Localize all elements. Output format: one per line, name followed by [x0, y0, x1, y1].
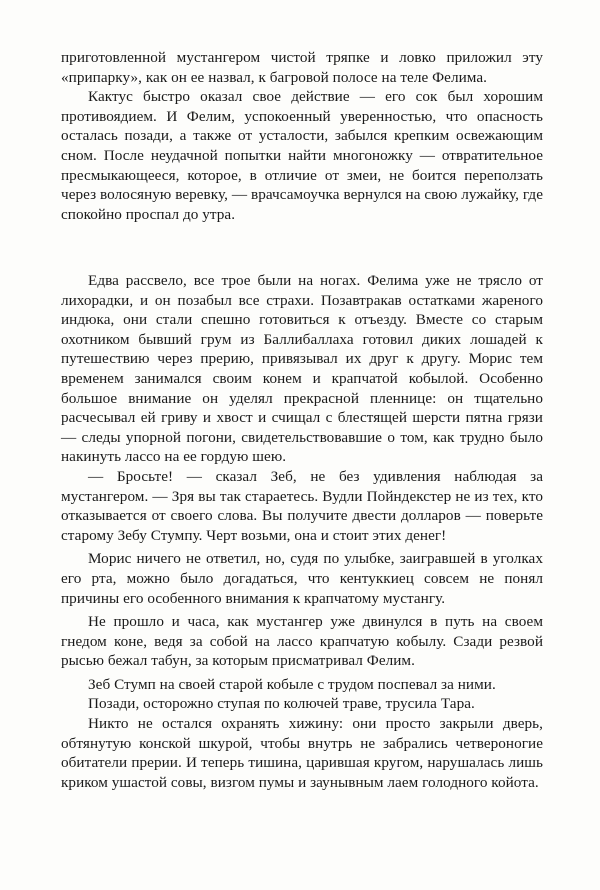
paragraph: Не прошло и часа, как мустангер уже двинулся в путь на своем гнедом коне, ведя за собой на лассо крапчатую кобылу. Сзади резвой рысью бежал табун, за которым присматривал Фелим.	[61, 613, 543, 670]
paragraph: Морис ничего не ответил, но, судя по улыбке, заигравшей в уголках его рта, можно было догадаться, что кентуккиец совсем не понял причины его особенного внимания к крапчатому мустангу.	[61, 550, 543, 607]
paragraph: Едва рассвело, все трое были на ногах. Фелима уже не трясло от лихорадки, и он позабыл все страхи. Позавтракав остатками жареного индюка, они стали спешно готовиться к отъезду. Вместе со старым охотником бывший грум из Баллибаллаха готовил диких лошадей к путешествию через прерию, привязывал их друг к другу. Морис тем временем занимался своим конем и крапчатой кобылой. Особенно большое внимание он уделял прекрасной пленнице: он тщательно расчесывал ей гриву и хвост и счищал с блестящей шерсти пятна грязи — следы упорной погони, свидетельствовавшие о том, как трудно было накинуть лассо на ее гордую шею.	[61, 272, 543, 466]
paragraph: — Бросьте! — сказал Зеб, не без удивления наблюдая за мустангером. — Зря вы так стараетесь. Вудли Пойндекстер не из тех, кто отказывается от своего слова. Вы получите двести долларов — поверьте старому Зебу Стумпу. Черт возьми, она и стоит этих денег!	[61, 467, 543, 544]
paragraph: Позади, осторожно ступая по колючей траве, трусила Тара.	[88, 695, 475, 713]
text-section-continuation	[61, 48, 543, 224]
paragraph: Зеб Стумп на своей старой кобыле с трудом поспевал за ними.	[88, 675, 496, 693]
text-section-morning	[61, 271, 543, 792]
paragraph: Никто не остался охранять хижину: они просто закрыли дверь, обтянутую конской шкурой, чтобы внутрь не забрались четвероногие обитатели прерии. И теперь тишина, царившая кругом, нарушалась лишь криком ушастой совы, визгом пумы и заунывным лаем голодного койота.	[61, 715, 543, 791]
paragraph: приготовленной мустангером чистой тряпке и ловко приложил эту «припарку», как он ее назвал, к багровой полосе на теле Фелима.	[61, 49, 543, 86]
paragraph: Кактус быстро оказал свое действие — его сок был хорошим противоядием. И Фелим, успокоенный уверенностью, что опасность осталась позади, а также от усталости, забылся крепким освежающим сном. После неудачной попытки найти многоножку — отвратительное пресмыкающееся, которое, в отличие от змеи, не боится переползать через волосяную веревку, — врачсамоучка вернулся на свою лужайку, где спокойно проспал до утра.	[61, 88, 543, 223]
